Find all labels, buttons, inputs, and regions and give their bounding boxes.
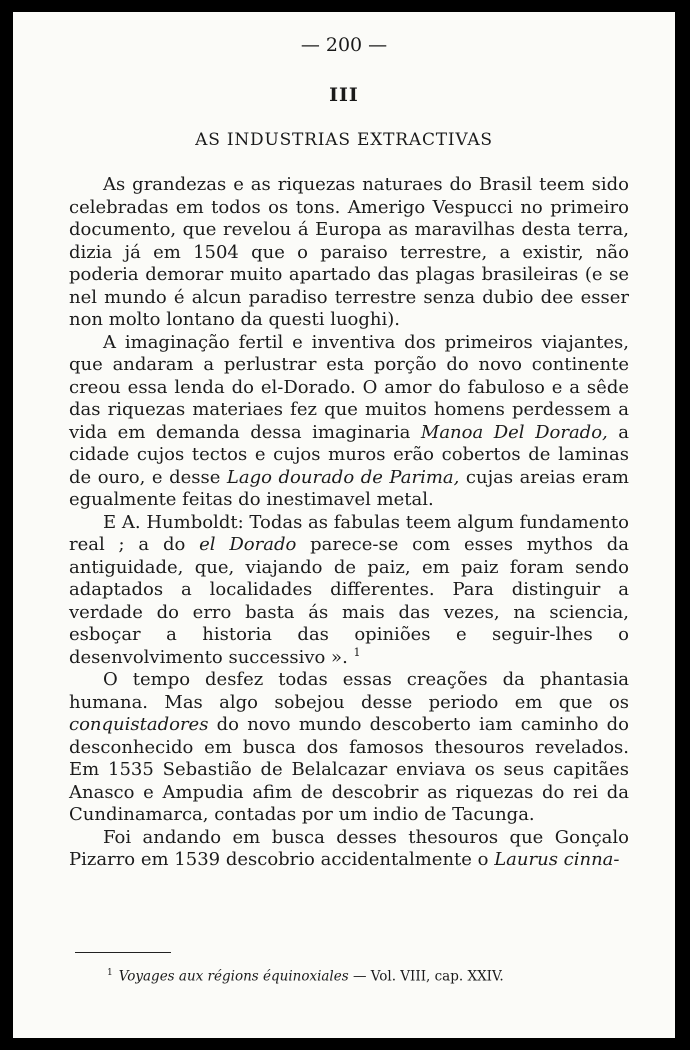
text-run: cujas areias eram egualmente feitas do inestimavel metal. [69, 466, 629, 510]
italic-text: el Dorado [199, 534, 297, 555]
italic-text: Lago dourado de Parima, [226, 466, 460, 488]
italic-text: Manoa Del Dorado, [420, 421, 608, 443]
body-text [69, 174, 629, 872]
page-number: — 200 — [300, 34, 388, 56]
chapter-title: AS INDUSTRIAS EXTRACTIVAS [195, 130, 493, 150]
footnote-divider [75, 952, 171, 953]
footnote-marker: 1 [107, 968, 113, 978]
italic-text: Laurus cinna- [494, 849, 620, 870]
footnote-reference: — Vol. VIII, cap. XXIV. [348, 968, 504, 985]
text-run: Foi andando em busca desses thesouros que Gonçalo Pizarro em 1539 descobrio accidentalmente o [69, 826, 629, 870]
paragraph [69, 669, 629, 827]
footnote-reference-marker: 1 [353, 645, 361, 659]
footnote-title: Voyages aux régions équinoxiales [118, 968, 349, 985]
paragraph [69, 512, 629, 670]
text-run: As grandezas e as riquezas naturaes do Brasil teem sido celebradas em todos os tons. Amerigo Vespucci no primeiro documento, que revelou á Europa as maravilhas desta terra, dizia já em 1504 que o paraiso terrestre, a existir, não poderia demorar muito apartado das plagas brasileiras (e se nel mundo é alcun paradiso terrestre senza dubio dee esser non molto lontano da questi luoghi). [69, 174, 629, 330]
text-run: O tempo desfez todas essas creações da phantasia humana. Mas algo sobejou desse periodo em que os [69, 669, 629, 713]
text-run: A imaginação fertil e inventiva dos primeiros viajantes, que andaram a perlustrar esta porção do novo continente creou essa lenda do el-Dorado. O amor do fabuloso e a sêde das riquezas materiaes fez que muitos homens perdessem a vida em demanda dessa imaginaria [69, 331, 629, 443]
paragraph [69, 174, 629, 332]
text-run: E A. Humboldt: Todas as fabulas teem algum fundamento real ; a do [69, 511, 629, 555]
footnote [107, 968, 627, 985]
italic-text: conquistadores [69, 714, 209, 735]
book-page [13, 12, 675, 1038]
text-run: do novo mundo descoberto iam caminho do desconhecido em busca dos famosos thesouros revelados. Em 1535 Sebastião de Belalcazar enviava os seus capitães Anasco e Ampudia afim de descobrir as riquezas do rei da Cundinamarca, contadas por um indio de Tacunga. [69, 714, 629, 825]
text-run: parece-se com esses mythos da antiguidade, que, viajando de paiz, em paiz foram sendo adaptados a localidades differentes. Para distinguir a verdade do erro basta ás mais das vezes, na sciencia, esboçar a historia das opiniões e seguir-lhes o desenvolvimento successivo ». [69, 534, 629, 668]
paragraph [69, 332, 629, 512]
chapter-number: III [329, 84, 359, 106]
paragraph [69, 827, 629, 872]
text-run: a cidade cujos tectos e cujos muros erão cobertos de laminas de ouro, e desse [69, 421, 630, 488]
